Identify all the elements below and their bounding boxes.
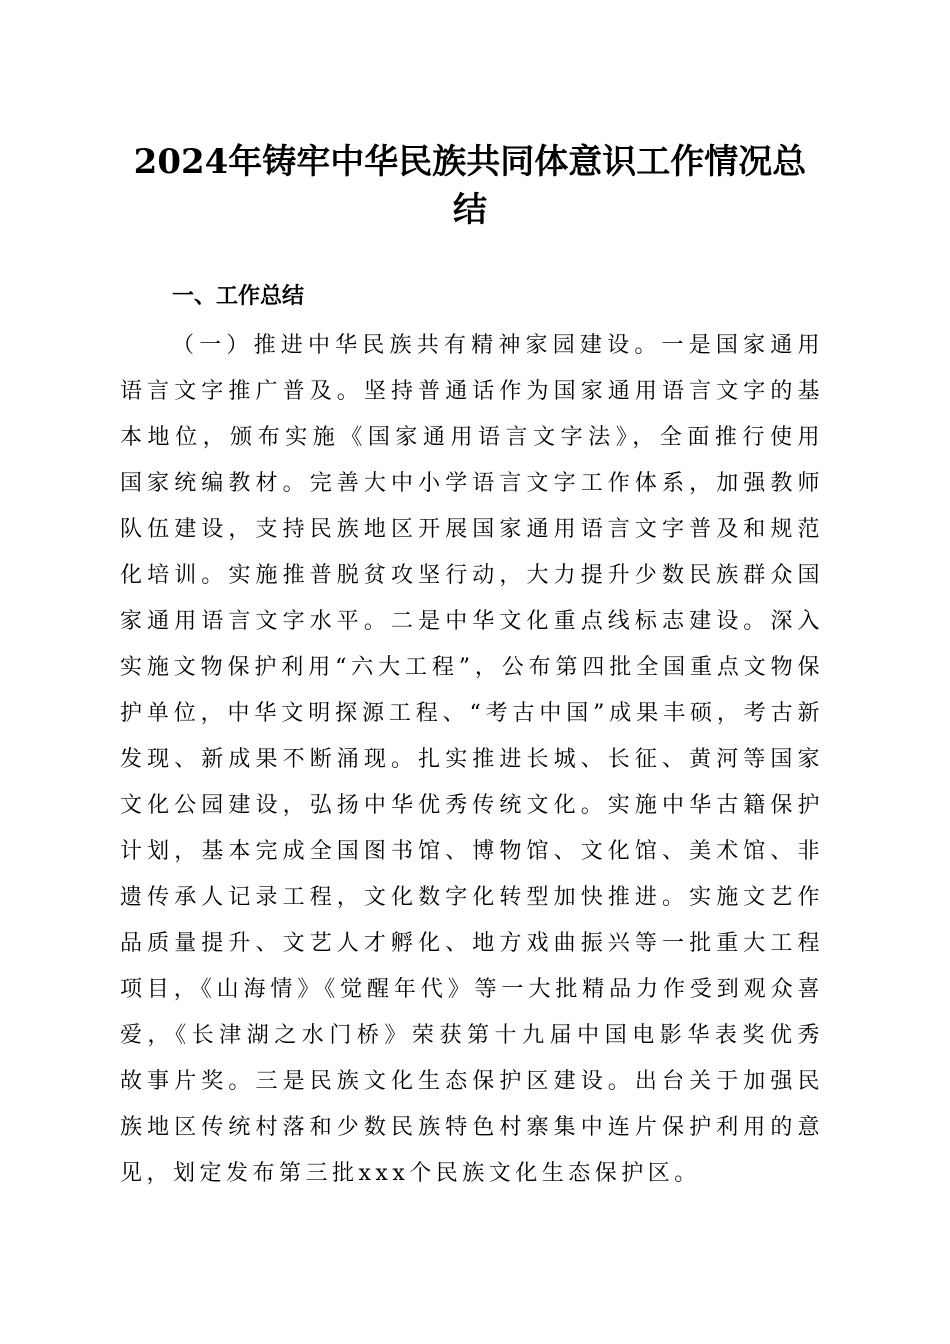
body-paragraph: （一）推进中华民族共有精神家园建设。一是国家通用语言文字推广普及。坚持普通话作为国家通用语言文字的基本地位，颁布实施《国家通用语言文字法》，全面推行使用国家统编教材。完善大中小学语言文字工作体系，加强教师队伍建设，支持民族地区开展国家通用语言文字普及和规范化培训。实施推普脱贫攻坚行动，大力提升少数民族群众国家通用语言文字水平。二是中华文化重点线标志建设。深入实施文物保护利用“六大工程”，公布第四批全国重点文物保护单位，中华文明探源工程、“考古中国”成果丰硕，考古新发现、新成果不断涌现。扎实推进长城、长征、黄河等国家文化公园建设，弘扬中华优秀传统文化。实施中华古籍保护计划，基本完成全国图书馆、博物馆、文化馆、美术馆、非遗传承人记录工程，文化数字化转型加快推进。实施文艺作品质量提升、文艺人才孵化、地方戏曲振兴等一批重大工程项目，《山海情》《觉醒年代》等一大批精品力作受到观众喜爱，《长津湖之水门桥》荣获第十九届中国电影华表奖优秀故事片奖。三是民族文化生态保护区建设。出台关于加强民族地区传统村落和少数民族特色村寨集中连片保护利用的意见，划定发布第三批xxx个民族文化生态保护区。 <box>120 333 824 1186</box>
document-title: 2024年铸牢中华民族共同体意识工作情况总结 <box>133 142 807 230</box>
section-heading: 一、工作总结 <box>172 284 305 309</box>
